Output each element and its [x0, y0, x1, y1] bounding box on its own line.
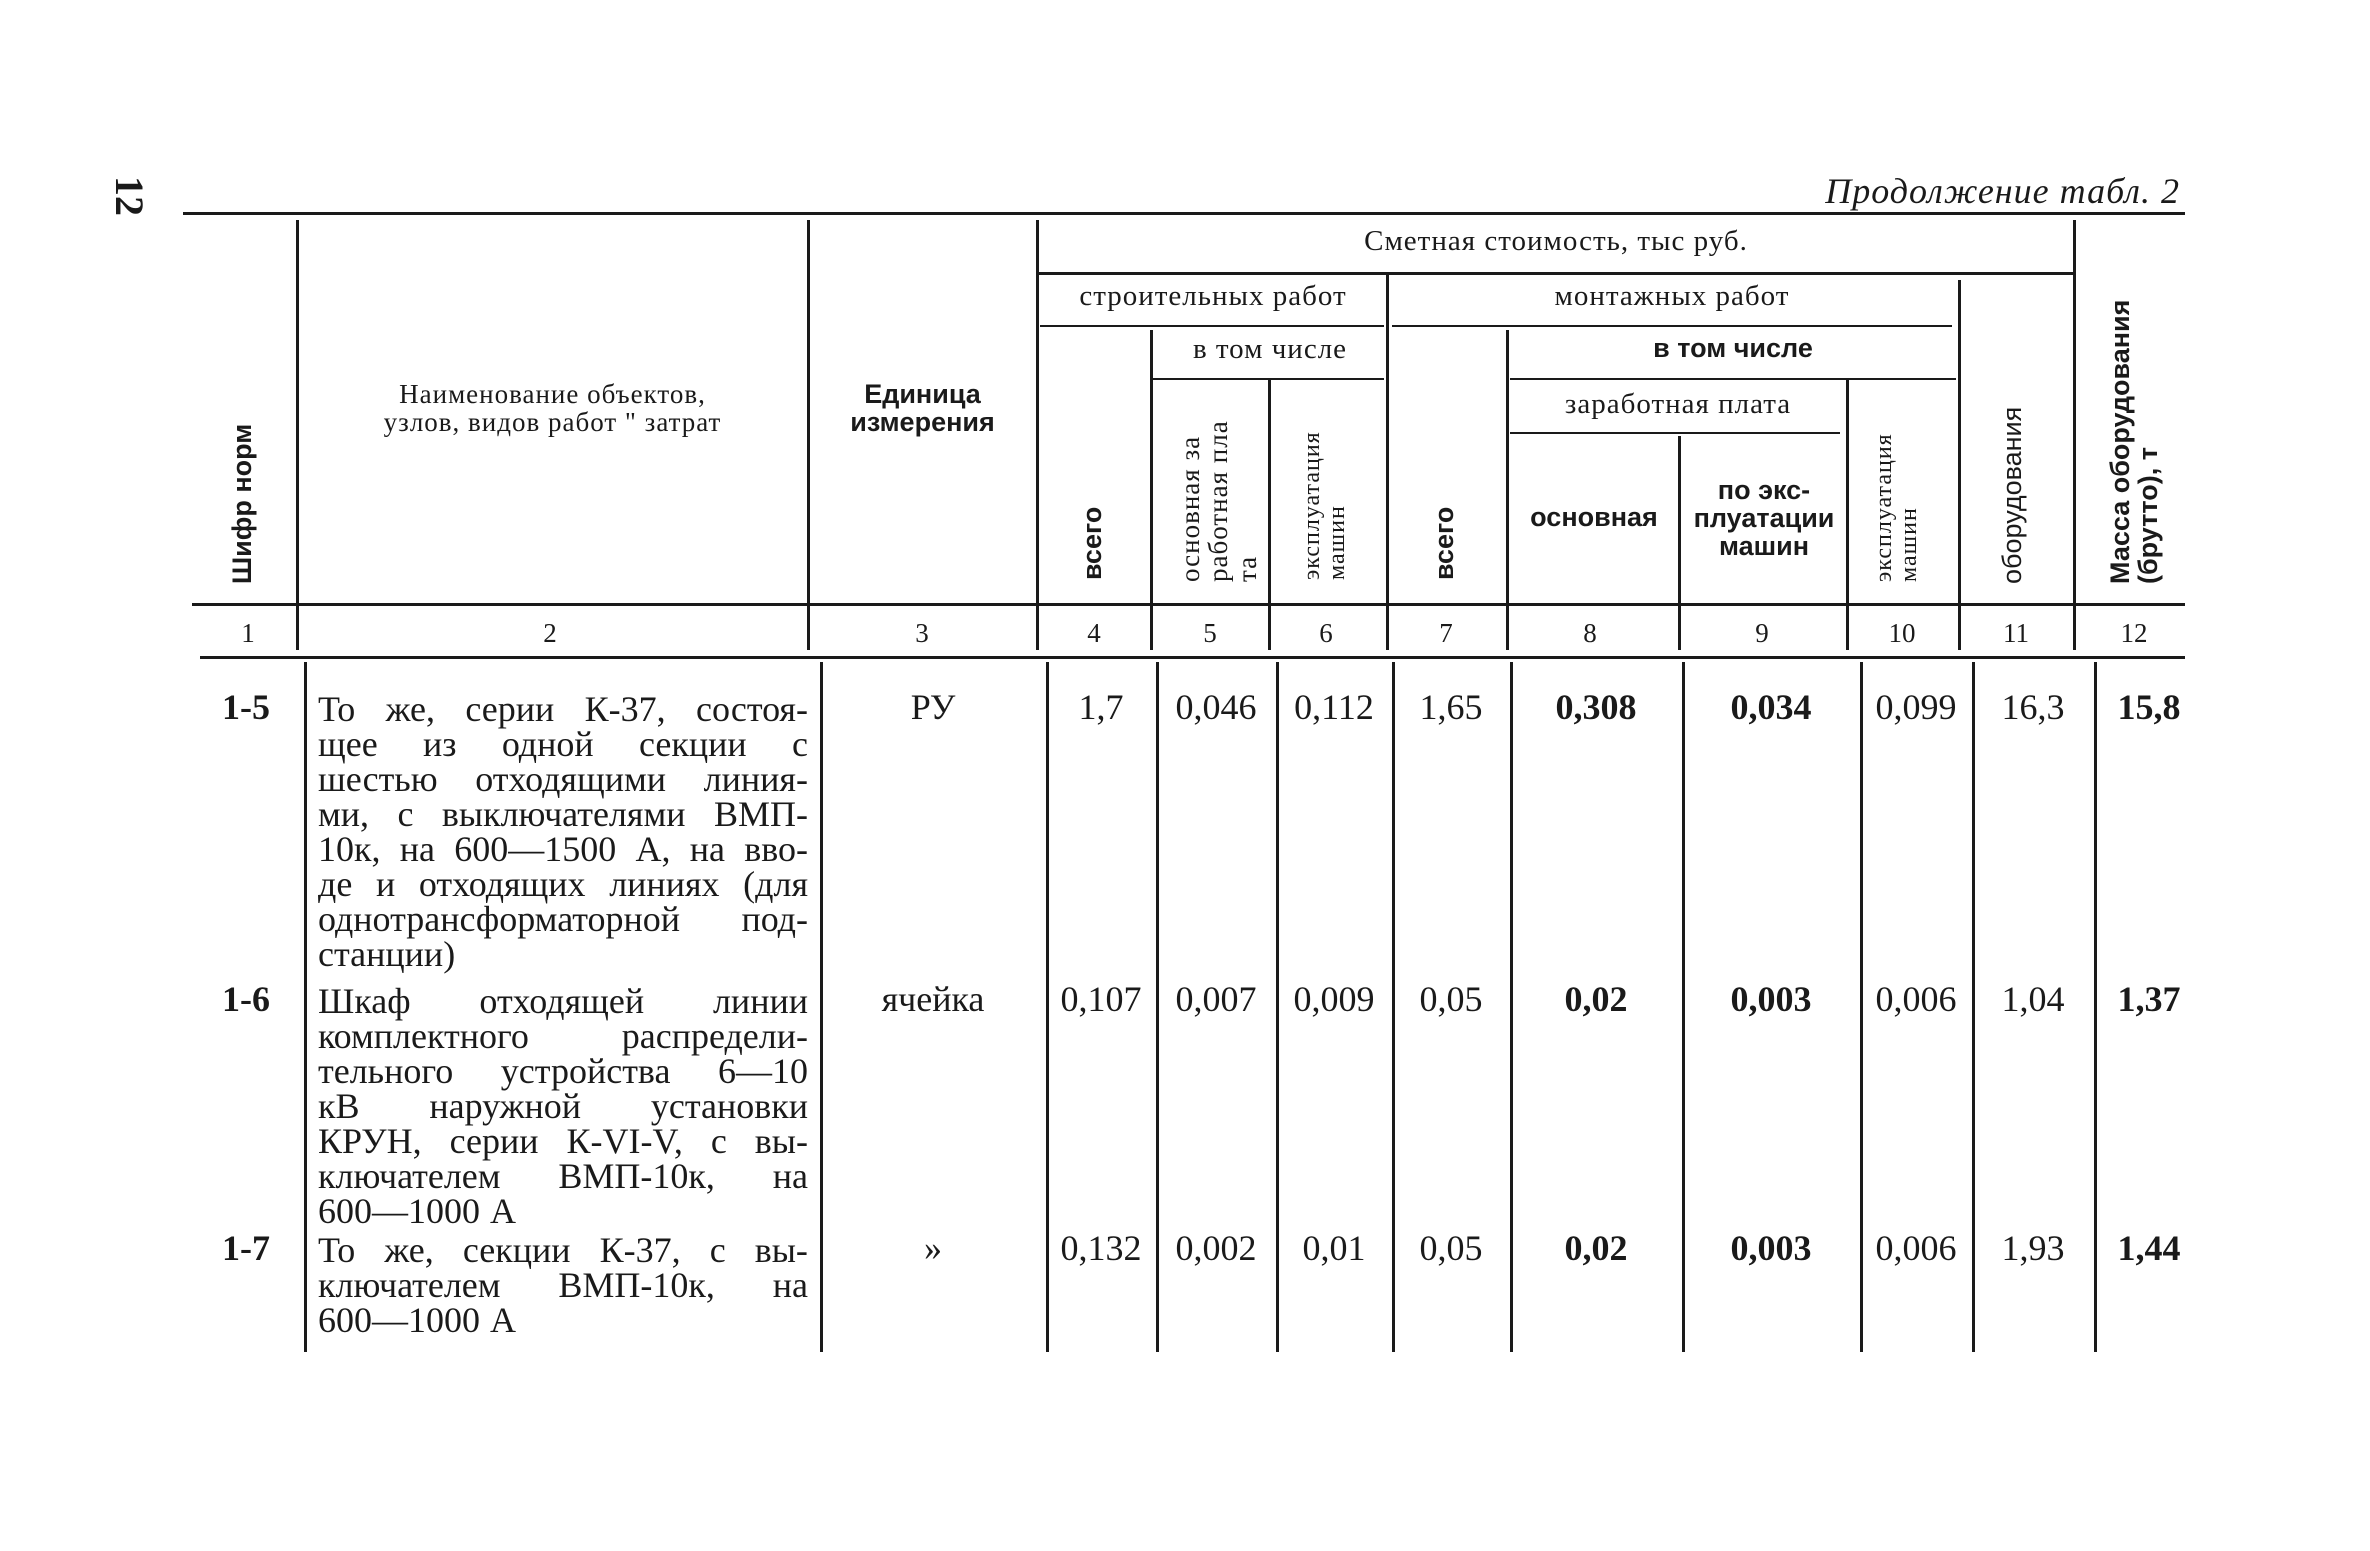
description-word: секции: [638, 724, 747, 764]
description-line: [318, 1300, 808, 1340]
description-word: одной: [501, 724, 594, 764]
row-value-c6: 0,009: [1293, 979, 1375, 1019]
description-word: А: [490, 1300, 516, 1340]
header-unit: [810, 380, 1035, 436]
description-line: [318, 794, 808, 834]
description-word: из: [423, 724, 457, 764]
header-name: [300, 380, 805, 436]
description-word: вы-: [754, 1230, 808, 1270]
header-machine-wage-line2: плуатации: [1693, 503, 1835, 533]
row-value-c12: 15,8: [2117, 687, 2181, 727]
row-value-c10: 0,006: [1875, 979, 1957, 1019]
header-incl2: в том числе: [1653, 333, 1813, 363]
description-line: [318, 1191, 808, 1231]
description-word: А: [490, 1191, 516, 1231]
col-num-6: 6: [1319, 618, 1333, 648]
description-word: устройства: [500, 1051, 671, 1091]
header-machine-op2-line1: эксплуатация: [1871, 433, 1897, 582]
description-word: под-: [741, 899, 808, 939]
description-word: А,: [635, 829, 671, 869]
row-value-c6: 0,112: [1294, 687, 1374, 727]
header-basic-wage-line3: та: [1231, 555, 1262, 582]
description-word: же,: [384, 1230, 434, 1270]
description-line: [318, 1086, 808, 1126]
continuation-caption: Продолжение табл. 2: [1825, 171, 2180, 211]
description-word: 600—1500: [454, 829, 617, 869]
description-word: ключателем: [318, 1156, 501, 1196]
description-word: выключателями: [441, 794, 686, 834]
description-word: однотрансформаторной: [318, 899, 681, 939]
description-word: секции: [462, 1230, 571, 1270]
row-value-c11: 1,93: [2001, 1228, 2065, 1268]
description-word: линиях: [609, 864, 720, 904]
header-name-line1: Наименование объектов,: [399, 379, 706, 409]
header-machine-wage-line1: по экс-: [1717, 475, 1811, 505]
col-num-1: 1: [241, 618, 255, 648]
description-word: на: [399, 829, 435, 869]
col-num-9: 9: [1755, 618, 1769, 648]
description-word: К-37,: [599, 1230, 681, 1270]
row-description: [318, 981, 808, 1231]
header-machine-op2-line2: машин: [1896, 507, 1923, 582]
row-value-c11: 1,04: [2001, 979, 2065, 1019]
description-word: комплектного: [318, 1016, 529, 1056]
description-line: [318, 1265, 808, 1305]
row-code: 1-6: [222, 979, 270, 1019]
header-construction: строительных работ: [1079, 280, 1347, 312]
header-wage: заработная плата: [1564, 388, 1792, 420]
description-word: ВМП-10к,: [558, 1265, 715, 1305]
description-word: распредели-: [621, 1016, 808, 1056]
description-word: на: [689, 829, 725, 869]
description-word: на: [772, 1265, 808, 1305]
description-line: [318, 759, 808, 799]
row-value-c4: 1,7: [1078, 687, 1124, 727]
col-num-10: 10: [1888, 618, 1916, 648]
col-num-8: 8: [1583, 618, 1597, 648]
row-value-c7: 0,05: [1419, 979, 1483, 1019]
header-machine-op: [1300, 431, 1350, 580]
header-basic: основная: [1530, 502, 1658, 532]
description-word: отходящими: [475, 759, 667, 799]
row-value-c12: 1,44: [2117, 1228, 2181, 1268]
col-num-2: 2: [543, 618, 557, 648]
row-value-c7: 1,65: [1419, 687, 1483, 727]
row-value-c8: 0,02: [1564, 979, 1628, 1019]
description-word: тельного: [318, 1051, 454, 1091]
description-word: ВМП-10к,: [558, 1156, 715, 1196]
row-value-c10: 0,099: [1875, 687, 1957, 727]
row-value-c9: 0,003: [1730, 1228, 1812, 1268]
description-word: шестью: [318, 759, 438, 799]
description-line: [318, 1121, 808, 1161]
description-word: же,: [385, 689, 436, 729]
description-line: [318, 689, 808, 729]
description-word: серии: [449, 1121, 539, 1161]
row-value-c7: 0,05: [1419, 1228, 1483, 1268]
header-mass-line1: Масса оборудования: [2105, 299, 2135, 584]
row-value-c5: 0,002: [1175, 1228, 1257, 1268]
header-installation: монтажных работ: [1554, 280, 1790, 312]
description-line: [318, 724, 808, 764]
description-word: То: [318, 689, 356, 729]
row-value-c5: 0,007: [1175, 979, 1257, 1019]
header-mass: [2106, 300, 2163, 584]
description-word: серии: [465, 689, 555, 729]
description-word: состоя-: [696, 689, 808, 729]
header-incl: в том числе: [1192, 333, 1348, 365]
row-code: 1-7: [222, 1228, 270, 1268]
description-word: вво-: [744, 829, 808, 869]
col-num-4: 4: [1087, 618, 1101, 648]
description-word: линии: [712, 981, 808, 1021]
description-word: вы-: [754, 1121, 808, 1161]
header-cost: Сметная стоимость, тыс руб.: [1364, 225, 1748, 257]
description-word: отходящих: [418, 864, 586, 904]
header-machine-op2: [1872, 433, 1922, 582]
description-word: 6—10: [718, 1051, 808, 1091]
description-word: установки: [650, 1086, 808, 1126]
description-word: ВМП-: [713, 794, 808, 834]
description-word: с: [709, 1230, 726, 1270]
header-machine-op-line1: эксплуатация: [1299, 431, 1325, 580]
header-basic-wage-line2: работная пла: [1203, 420, 1234, 582]
description-word: кВ: [318, 1086, 360, 1126]
description-word: на: [772, 1156, 808, 1196]
row-value-c5: 0,046: [1175, 687, 1257, 727]
header-basic-wage-line1: основная за: [1175, 435, 1205, 582]
description-word: К-37,: [584, 689, 666, 729]
header-machine-wage: [1682, 476, 1846, 560]
row-code: 1-5: [222, 687, 270, 727]
description-word: отходящей: [479, 981, 645, 1021]
description-word: КРУН,: [318, 1121, 422, 1161]
description-word: с: [792, 724, 808, 764]
row-value-c4: 0,132: [1060, 1228, 1142, 1268]
row-unit: ячейка: [881, 979, 985, 1019]
description-word: с: [397, 794, 414, 834]
description-word: ключателем: [318, 1265, 501, 1305]
row-value-c12: 1,37: [2117, 979, 2181, 1019]
header-total: всего: [1077, 506, 1107, 580]
header-name-line2: узлов, видов работ " затрат: [383, 407, 722, 437]
description-word: станции): [318, 934, 456, 974]
header-code: Шифр норм: [227, 423, 257, 584]
description-word: 600—1000: [318, 1191, 480, 1231]
header-mass-line2: (брутто), т: [2133, 447, 2164, 584]
description-word: щее: [318, 724, 378, 764]
header-machine-op-line2: машин: [1324, 505, 1351, 580]
description-word: То: [318, 1230, 356, 1270]
row-value-c10: 0,006: [1875, 1228, 1957, 1268]
description-line: [318, 1230, 808, 1270]
description-word: 10к,: [318, 829, 381, 869]
row-unit: »: [924, 1228, 942, 1268]
description-word: Шкаф: [318, 981, 411, 1021]
description-word: К-VI-V,: [566, 1121, 683, 1161]
description-word: ми,: [318, 794, 370, 834]
description-line: [318, 899, 808, 939]
description-word: линия-: [703, 759, 808, 799]
row-value-c8: 0,308: [1555, 687, 1637, 727]
col-num-7: 7: [1439, 618, 1453, 648]
description-line: [318, 1016, 808, 1056]
description-word: де: [318, 864, 353, 904]
page-number: 12: [107, 176, 152, 216]
col-num-5: 5: [1203, 618, 1217, 648]
row-value-c9: 0,034: [1730, 687, 1812, 727]
description-line: [318, 981, 808, 1021]
header-unit-line2: измерения: [850, 407, 995, 437]
row-value-c4: 0,107: [1060, 979, 1142, 1019]
row-description: [318, 689, 808, 974]
header-total2: всего: [1429, 506, 1459, 580]
row-description: [318, 1230, 808, 1340]
header-machine-wage-line3: машин: [1718, 531, 1810, 561]
header-basic-wage: [1176, 420, 1261, 582]
col-num-11: 11: [2003, 618, 2029, 648]
header-unit-line1: Единица: [864, 379, 981, 409]
row-value-c6: 0,01: [1302, 1228, 1366, 1268]
row-unit: РУ: [910, 687, 956, 727]
description-line: [318, 934, 808, 974]
header-equipment: оборудования: [1997, 406, 2027, 584]
description-line: [318, 864, 808, 904]
col-num-12: 12: [2120, 618, 2148, 648]
col-num-3: 3: [915, 618, 929, 648]
description-word: наружной: [429, 1086, 582, 1126]
description-line: [318, 1156, 808, 1196]
description-word: 600—1000: [318, 1300, 480, 1340]
row-value-c9: 0,003: [1730, 979, 1812, 1019]
row-value-c11: 16,3: [2001, 687, 2065, 727]
description-word: и: [375, 864, 396, 904]
description-word: с: [710, 1121, 727, 1161]
description-word: (для: [743, 864, 808, 904]
row-value-c8: 0,02: [1564, 1228, 1628, 1268]
description-line: [318, 1051, 808, 1091]
description-line: [318, 829, 808, 869]
